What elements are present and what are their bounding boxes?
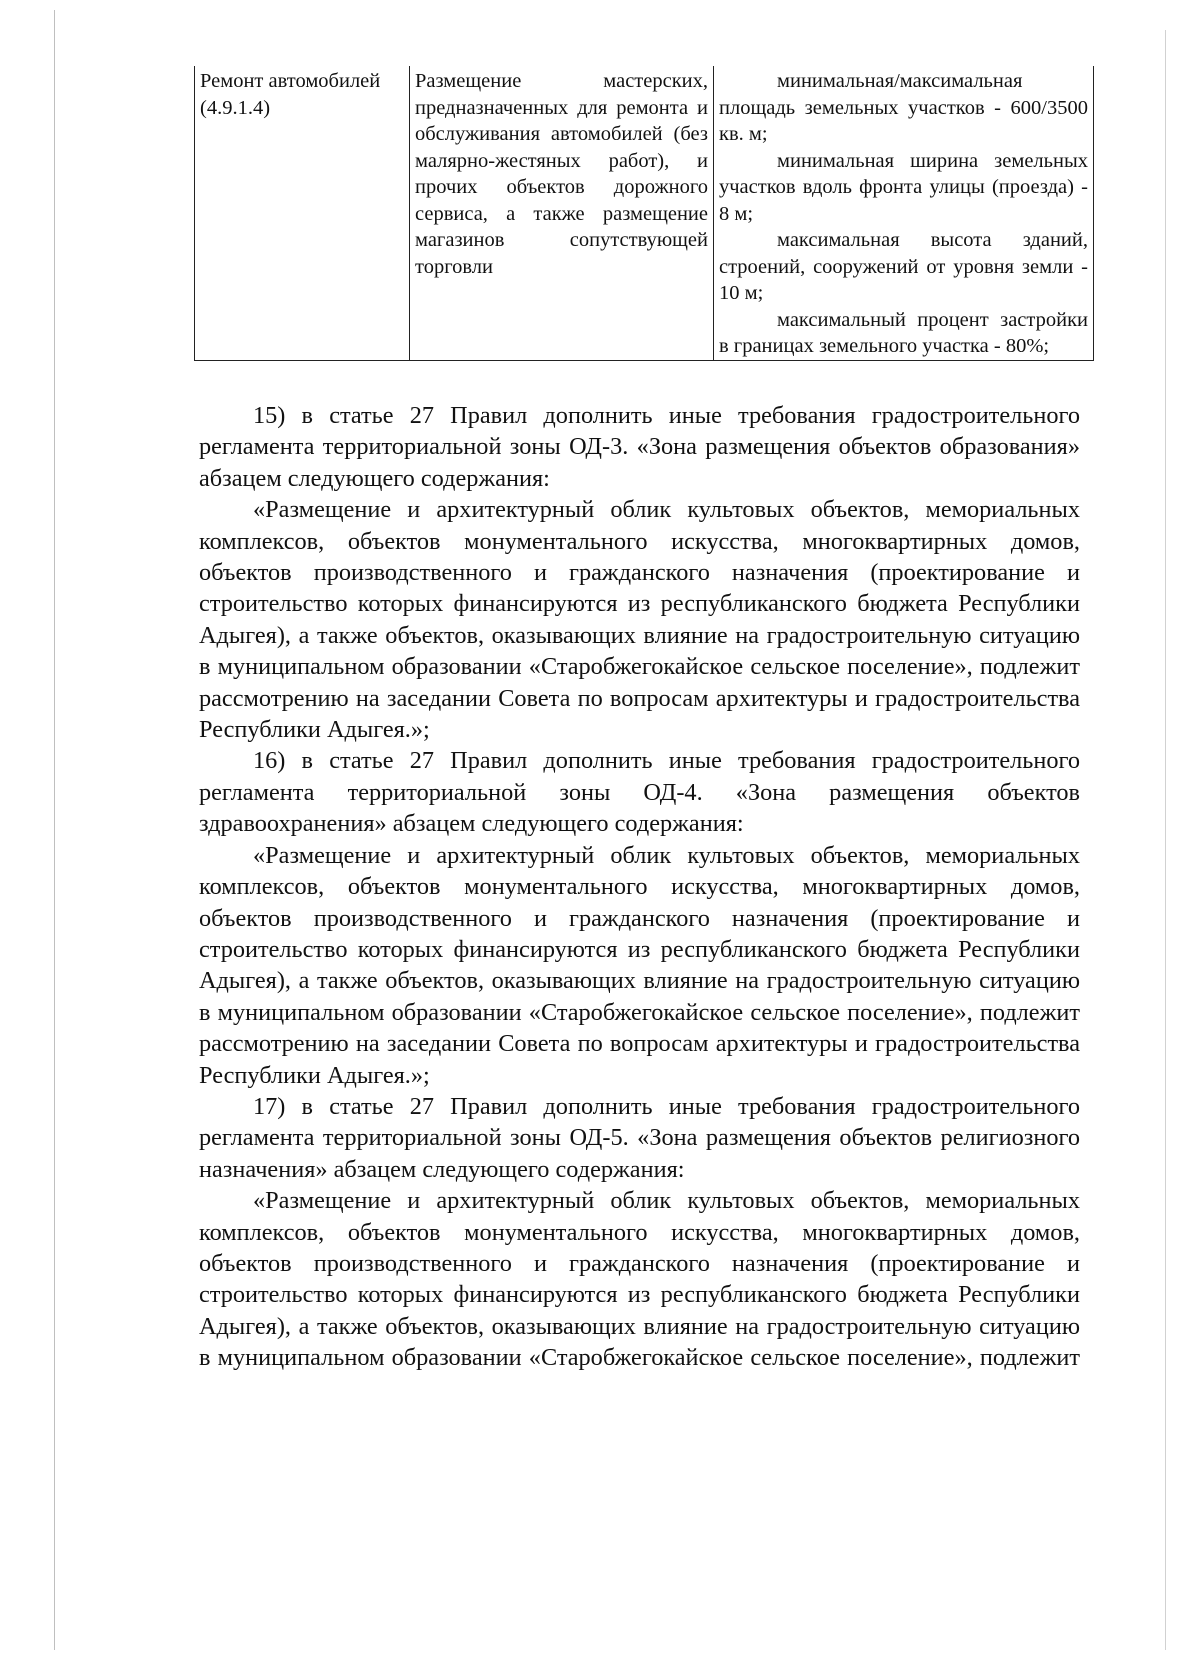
- param-height: максимальная высота зданий, строений, сооружений от уровня земли - 10 м;: [719, 229, 1088, 304]
- cell-use-kind: [195, 66, 410, 360]
- cell-description: [410, 66, 714, 360]
- table-row: [195, 66, 1094, 360]
- zoning-table-fragment: [194, 66, 1088, 361]
- param-width: минимальная ширина земельных участков вдоль фронта улицы (проезда) - 8 м;: [719, 149, 1088, 225]
- paragraph-item-15: 15) в статье 27 Правил дополнить иные требования градостроительного регламента территориальной зоны ОД-3. «Зона размещения объектов образования» абзацем следующего содержания:: [199, 402, 1080, 492]
- zoning-table: [194, 66, 1094, 361]
- cell-parameters: [714, 66, 1094, 360]
- scan-right-edge-line: [1165, 30, 1166, 1650]
- param-area: минимальная/максимальная площадь земельных участков - 600/3500 кв. м;: [719, 70, 1088, 145]
- paragraph-item-16: 16) в статье 27 Правил дополнить иные требования градостроительного регламента территориальной зоны ОД-4. «Зона размещения объектов здравоохранения» абзацем следующего содержания:: [199, 747, 1080, 838]
- description-text: Размещение мастерских, предназначенных для ремонта и обслуживания автомобилей (без малярно-жестяных работ), и прочих объектов дорожного сервиса, а также размещение магазинов сопутствующей торговли: [415, 70, 708, 278]
- use-kind-text: Ремонт автомобилей (4.9.1.4): [200, 70, 381, 119]
- document-body: [199, 400, 1080, 1374]
- scan-left-edge-line: [54, 10, 55, 1650]
- paragraph-quote-od3: «Размещение и архитектурный облик культовых объектов, мемориальных комплексов, объектов монументального искусства, многоквартирных домов, объектов производственного и гражданского назначения (проектирование и строительство которых финансируются из республиканского бюджета Республики Адыгея), а также объектов, оказывающих влияние на градостроительную ситуацию в муниципальном образовании «Старобжегокайское сельское поселение», подлежит рассмотрению на заседании Совета по вопросам архитектуры и градостроительства Республики Адыгея.»;: [199, 496, 1080, 744]
- param-coverage: максимальный процент застройки в границах земельного участка - 80%;: [719, 308, 1088, 357]
- paragraph-quote-od5: «Размещение и архитектурный облик культовых объектов, мемориальных комплексов, объектов монументального искусства, многоквартирных домов, объектов производственного и гражданского назначения (проектирование и строительство которых финансируются из республиканского бюджета Республики Адыгея), а также объектов, оказывающих влияние на градостроительную ситуацию в муниципальном образовании «Старобжегокайское сельское поселение», подлежит: [199, 1187, 1080, 1372]
- paragraph-quote-od4: «Размещение и архитектурный облик культовых объектов, мемориальных комплексов, объектов монументального искусства, многоквартирных домов, объектов производственного и гражданского назначения (проектирование и строительство которых финансируются из республиканского бюджета Республики Адыгея), а также объектов, оказывающих влияние на градостроительную ситуацию в муниципальном образовании «Старобжегокайское сельское поселение», подлежит рассмотрению на заседании Совета по вопросам архитектуры и градостроительства Республики Адыгея.»;: [199, 841, 1080, 1089]
- paragraph-item-17: 17) в статье 27 Правил дополнить иные требования градостроительного регламента территориальной зоны ОД-5. «Зона размещения объектов религиозного назначения» абзацем следующего содержания:: [199, 1092, 1080, 1183]
